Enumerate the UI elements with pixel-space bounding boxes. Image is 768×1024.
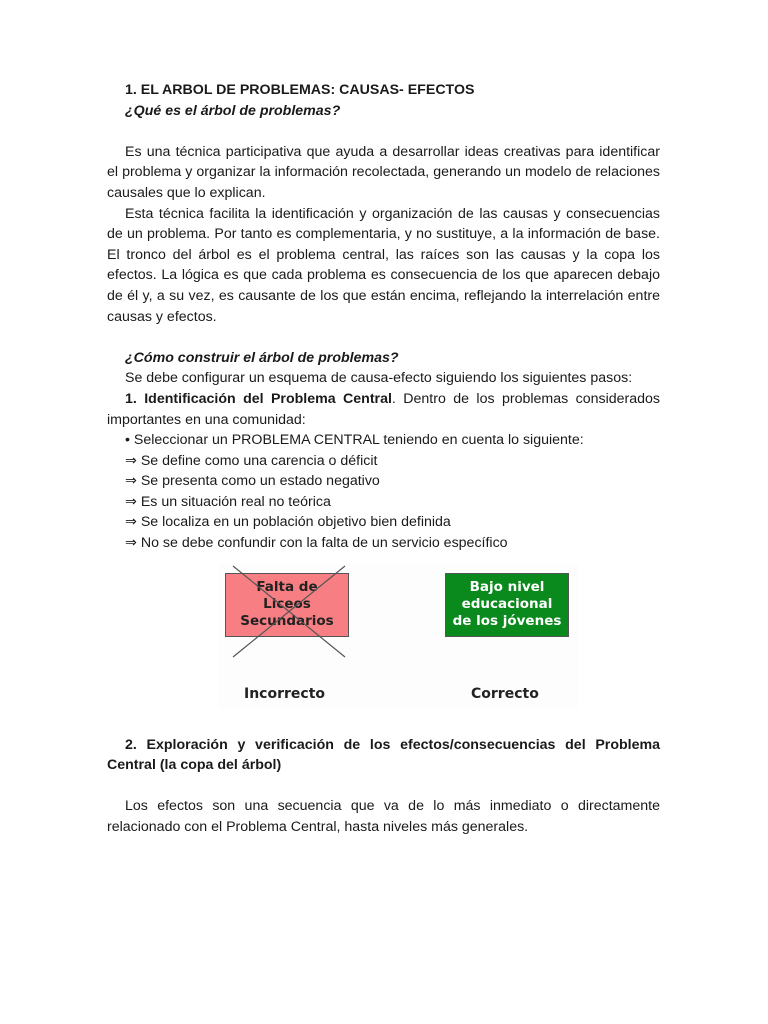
correct-box-line: de los jóvenes [452, 613, 562, 630]
document-page [107, 80, 660, 838]
section2-paragraph: Los efectos son una secuencia que va de lo más inmediato o directamente relacionado con el Problema Central, hasta niveles más generales. [107, 798, 660, 836]
intro-paragraph-2: Esta técnica facilita la identificación y organización de las causas y consecuencias de un problema. Por tanto es complementaria, y no sustituye, a la información de base. El tronco del árbol es el problema central, las raíces son las causas y la copa los efectos. La lógica es que cada problema es consecuencia de los que aparecen debajo de él y, a su vez, es causante de los que están encima, reflejando la interrelación entre causas y efectos. [107, 205, 660, 325]
list-item: ⇒ Se localiza en un población objetivo bien definida [125, 514, 451, 531]
correct-box-line: Bajo nivel [469, 579, 545, 596]
cross-out-icon [219, 564, 369, 664]
bullet-line: • Seleccionar un PROBLEMA CENTRAL teniendo en cuenta lo siguiente: [125, 432, 584, 449]
list-item: ⇒ Se define como una carencia o déficit [125, 452, 378, 469]
section-subtitle: ¿Qué es el árbol de problemas? [125, 102, 341, 119]
construir-intro: Se debe configurar un esquema de causa-efecto siguiendo los siguientes pasos: [125, 370, 633, 387]
intro-paragraph-1: Es una técnica participativa que ayuda a desarrollar ideas creativas para identificar el problema y organizar la información recolectada, generando un modelo de relaciones causales que lo explican. [107, 143, 660, 201]
incorrect-box-line: Secundarios [240, 613, 334, 630]
list-item: ⇒ Se presenta como un estado negativo [125, 473, 380, 490]
section2-title: 2. Exploración y verificación de los efectos/consecuencias del Problema Central (la copa del árbol) [107, 736, 660, 774]
correct-box-line: educacional [461, 596, 553, 613]
step1-text: . Dentro de los problemas considerados importantes en una comunidad: [107, 390, 660, 428]
incorrect-box-line: Liceos [263, 596, 311, 613]
section-title: 1. EL ARBOL DE PROBLEMAS: CAUSAS- EFECTOS [125, 82, 475, 98]
list-item: ⇒ No se debe confundir con la falta de un servicio específico [125, 535, 508, 552]
list-item: ⇒ Es un situación real no teórica [125, 493, 331, 510]
incorrect-box-line: Falta de [256, 579, 318, 596]
step1-paragraph [107, 389, 660, 430]
incorrect-label: Incorrecto [244, 685, 326, 702]
problem-example-diagram [219, 564, 579, 709]
step1-title: 1. Identificación del Problema Central [125, 390, 392, 407]
correct-label: Correcto [471, 685, 539, 702]
correct-problem-box [445, 573, 569, 637]
construir-question: ¿Cómo construir el árbol de problemas? [125, 349, 399, 366]
